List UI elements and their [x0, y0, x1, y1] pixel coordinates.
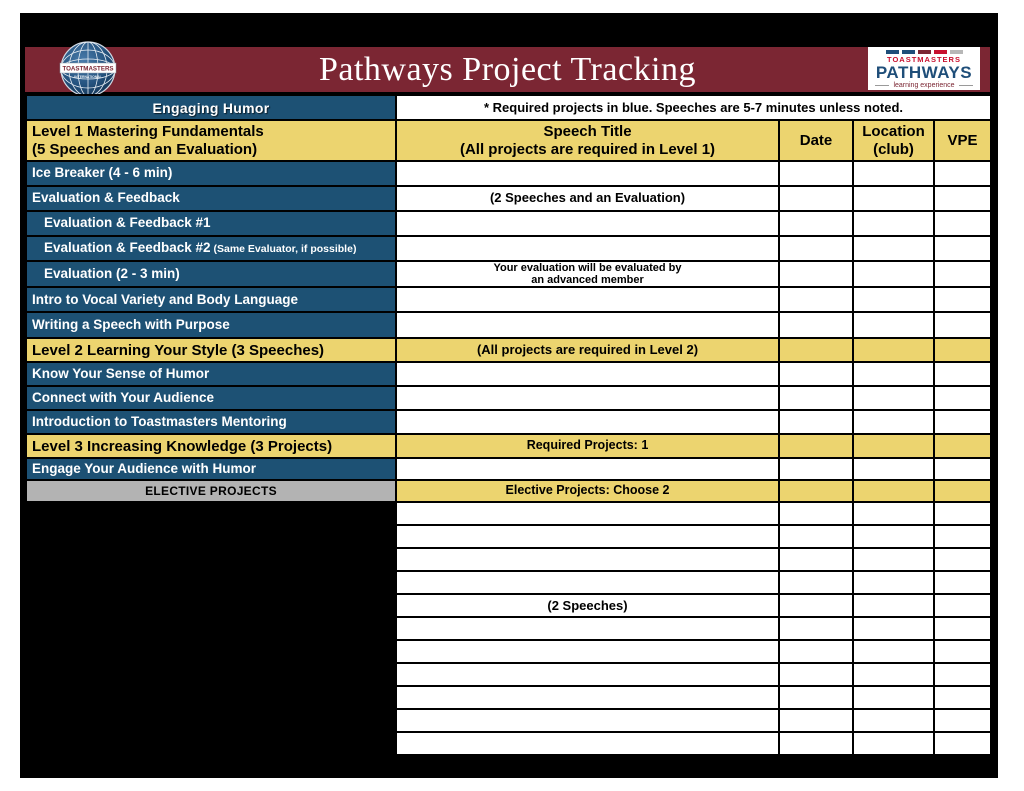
table-row [26, 617, 991, 640]
date-cell[interactable] [779, 338, 853, 362]
void-cell [26, 571, 396, 594]
vpe-cell[interactable] [934, 211, 991, 236]
level-note-cell: Required Projects: 1 [396, 434, 779, 458]
project-cell: Know Your Sense of Humor [26, 362, 396, 386]
void-cell [26, 594, 396, 617]
date-cell[interactable] [779, 525, 853, 548]
date-cell[interactable] [779, 312, 853, 338]
location-cell[interactable] [853, 386, 934, 410]
vpe-cell[interactable] [934, 458, 991, 480]
speech-title-cell[interactable] [396, 640, 779, 663]
speech-title-cell[interactable] [396, 287, 779, 312]
location-cell[interactable] [853, 732, 934, 755]
void-cell [26, 525, 396, 548]
project-cell: Introduction to Toastmasters Mentoring [26, 410, 396, 434]
table-row [26, 211, 991, 236]
location-cell[interactable] [853, 709, 934, 732]
date-cell[interactable] [779, 571, 853, 594]
elective-projects-cell: ELECTIVE PROJECTS [26, 480, 396, 502]
table-row [26, 571, 991, 594]
tagline-rule-left [875, 85, 889, 86]
table-row [26, 362, 991, 386]
level-note-cell: (All projects are required in Level 2) [396, 338, 779, 362]
location-cell[interactable] [853, 617, 934, 640]
vpe-cell[interactable] [934, 386, 991, 410]
vpe-cell[interactable] [934, 287, 991, 312]
speech-title-header-cell: Speech Title (All projects are required in Level 1) [396, 120, 779, 161]
table-row [26, 548, 991, 571]
pathways-brand: TOASTMASTERS [887, 55, 961, 64]
toastmasters-logo-subtext: INTERNATIONAL [74, 75, 102, 79]
table-row [26, 663, 991, 686]
table-row [26, 686, 991, 709]
date-cell[interactable] [779, 362, 853, 386]
table-row [26, 312, 991, 338]
location-header-cell: Location (club) [853, 120, 934, 161]
location-cell[interactable] [853, 640, 934, 663]
location-cell[interactable] [853, 287, 934, 312]
table-row [26, 236, 991, 261]
table-row [26, 434, 991, 458]
location-cell[interactable] [853, 312, 934, 338]
date-header-cell: Date [779, 120, 853, 161]
location-cell[interactable] [853, 458, 934, 480]
table-row [26, 525, 991, 548]
void-cell [26, 686, 396, 709]
speech-title-cell[interactable] [396, 211, 779, 236]
date-cell[interactable] [779, 211, 853, 236]
vpe-cell[interactable] [934, 312, 991, 338]
location-cell[interactable] [853, 362, 934, 386]
vpe-cell[interactable] [934, 261, 991, 287]
toastmasters-logo-icon [59, 40, 117, 98]
date-cell[interactable] [779, 458, 853, 480]
speech-title-cell[interactable] [396, 312, 779, 338]
tracking-table [25, 94, 992, 756]
date-cell[interactable] [779, 617, 853, 640]
vpe-cell[interactable] [934, 362, 991, 386]
pathways-logo [868, 47, 980, 90]
vpe-cell[interactable] [934, 709, 991, 732]
speech-title-cell[interactable] [396, 548, 779, 571]
vpe-cell[interactable] [934, 594, 991, 617]
project-cell: Engage Your Audience with Humor [26, 458, 396, 480]
date-cell[interactable] [779, 386, 853, 410]
location-cell[interactable] [853, 571, 934, 594]
void-cell [26, 640, 396, 663]
vpe-cell[interactable] [934, 571, 991, 594]
tagline-rule-right [959, 85, 973, 86]
vpe-cell[interactable] [934, 663, 991, 686]
table-row [26, 709, 991, 732]
table-row [26, 480, 991, 502]
tracking-table-body [26, 95, 991, 755]
location-cell[interactable] [853, 186, 934, 211]
vpe-cell[interactable] [934, 548, 991, 571]
table-row [26, 338, 991, 362]
speech-title-cell[interactable] [396, 458, 779, 480]
location-cell[interactable] [853, 548, 934, 571]
vpe-cell[interactable] [934, 686, 991, 709]
void-cell [26, 709, 396, 732]
required-note-cell: * Required projects in blue. Speeches are 5-7 minutes unless noted. [396, 95, 991, 120]
project-cell: Connect with Your Audience [26, 386, 396, 410]
date-cell[interactable] [779, 434, 853, 458]
speech-title-cell[interactable] [396, 617, 779, 640]
speech-title-cell[interactable] [396, 502, 779, 525]
speech-title-cell[interactable] [396, 236, 779, 261]
level-header-cell: Level 2 Learning Your Style (3 Speeches) [26, 338, 396, 362]
page-title: Pathways Project Tracking [318, 51, 697, 88]
location-cell[interactable] [853, 410, 934, 434]
location-cell[interactable] [853, 663, 934, 686]
speech-title-cell[interactable] [396, 161, 779, 186]
vpe-cell[interactable] [934, 434, 991, 458]
speech-title-cell[interactable] [396, 732, 779, 755]
elective-note-cell: Elective Projects: Choose 2 [396, 480, 779, 502]
void-cell [26, 548, 396, 571]
date-cell[interactable] [779, 709, 853, 732]
date-cell[interactable] [779, 502, 853, 525]
vpe-cell[interactable] [934, 410, 991, 434]
void-cell [26, 617, 396, 640]
project-cell: Intro to Vocal Variety and Body Language [26, 287, 396, 312]
level1-header-cell: Level 1 Mastering Fundamentals (5 Speeches and an Evaluation) [26, 120, 396, 161]
location-cell[interactable] [853, 161, 934, 186]
location-cell[interactable] [853, 686, 934, 709]
speech-title-cell[interactable] [396, 709, 779, 732]
date-cell[interactable] [779, 161, 853, 186]
table-row [26, 386, 991, 410]
table-row [26, 502, 991, 525]
location-cell[interactable] [853, 502, 934, 525]
vpe-cell[interactable] [934, 640, 991, 663]
project-cell: Evaluation & Feedback #2 (Same Evaluator, if possible) [26, 236, 396, 261]
date-cell[interactable] [779, 732, 853, 755]
table-row [26, 120, 991, 161]
date-cell[interactable] [779, 594, 853, 617]
location-cell[interactable] [853, 338, 934, 362]
speech-title-cell[interactable] [396, 525, 779, 548]
location-cell[interactable] [853, 236, 934, 261]
date-cell[interactable] [779, 686, 853, 709]
vpe-header-cell: VPE [934, 120, 991, 161]
speech-title-cell[interactable] [396, 386, 779, 410]
void-cell [26, 732, 396, 755]
project-cell: Evaluation (2 - 3 min) [26, 261, 396, 287]
date-cell[interactable] [779, 410, 853, 434]
table-row [26, 261, 991, 287]
vpe-cell[interactable] [934, 236, 991, 261]
date-cell[interactable] [779, 663, 853, 686]
date-cell[interactable] [779, 186, 853, 211]
location-cell[interactable] [853, 525, 934, 548]
pathways-dashes-icon [886, 50, 963, 54]
date-cell[interactable] [779, 236, 853, 261]
vpe-cell[interactable] [934, 161, 991, 186]
table-row [26, 640, 991, 663]
vpe-cell[interactable] [934, 338, 991, 362]
vpe-cell[interactable] [934, 480, 991, 502]
table-row [26, 95, 991, 120]
date-cell[interactable] [779, 548, 853, 571]
masthead [25, 47, 990, 92]
vpe-cell[interactable] [934, 186, 991, 211]
vpe-cell[interactable] [934, 525, 991, 548]
table-row [26, 161, 991, 186]
date-cell[interactable] [779, 261, 853, 287]
speech-title-cell[interactable] [396, 686, 779, 709]
location-cell[interactable] [853, 434, 934, 458]
speech-title-cell[interactable] [396, 663, 779, 686]
date-cell[interactable] [779, 480, 853, 502]
table-row [26, 458, 991, 480]
date-cell[interactable] [779, 287, 853, 312]
vpe-cell[interactable] [934, 502, 991, 525]
project-cell: Writing a Speech with Purpose [26, 312, 396, 338]
project-cell: Ice Breaker (4 - 6 min) [26, 161, 396, 186]
table-row [26, 410, 991, 434]
vpe-cell[interactable] [934, 732, 991, 755]
speech-title-cell[interactable]: Your evaluation will be evaluated by an advanced member [396, 261, 779, 287]
location-cell[interactable] [853, 480, 934, 502]
speech-title-cell[interactable] [396, 362, 779, 386]
speech-title-cell[interactable]: (2 Speeches and an Evaluation) [396, 186, 779, 211]
location-cell[interactable] [853, 261, 934, 287]
speech-title-cell[interactable] [396, 410, 779, 434]
path-name-cell: Engaging Humor [26, 95, 396, 120]
table-row [26, 732, 991, 755]
pathways-tagline: learning experience [875, 81, 972, 90]
vpe-cell[interactable] [934, 617, 991, 640]
toastmasters-logo-text: TOASTMASTERS [62, 65, 114, 73]
level-header-cell: Level 3 Increasing Knowledge (3 Projects) [26, 434, 396, 458]
project-cell: Evaluation & Feedback [26, 186, 396, 211]
location-cell[interactable] [853, 211, 934, 236]
speech-title-cell[interactable]: (2 Speeches) [396, 594, 779, 617]
void-cell [26, 663, 396, 686]
location-cell[interactable] [853, 594, 934, 617]
date-cell[interactable] [779, 640, 853, 663]
table-row [26, 287, 991, 312]
speech-title-cell[interactable] [396, 571, 779, 594]
void-cell [26, 502, 396, 525]
page-frame [20, 13, 998, 778]
table-row [26, 594, 991, 617]
pathways-name: PATHWAYS [875, 63, 973, 82]
table-row [26, 186, 991, 211]
project-cell: Evaluation & Feedback #1 [26, 211, 396, 236]
